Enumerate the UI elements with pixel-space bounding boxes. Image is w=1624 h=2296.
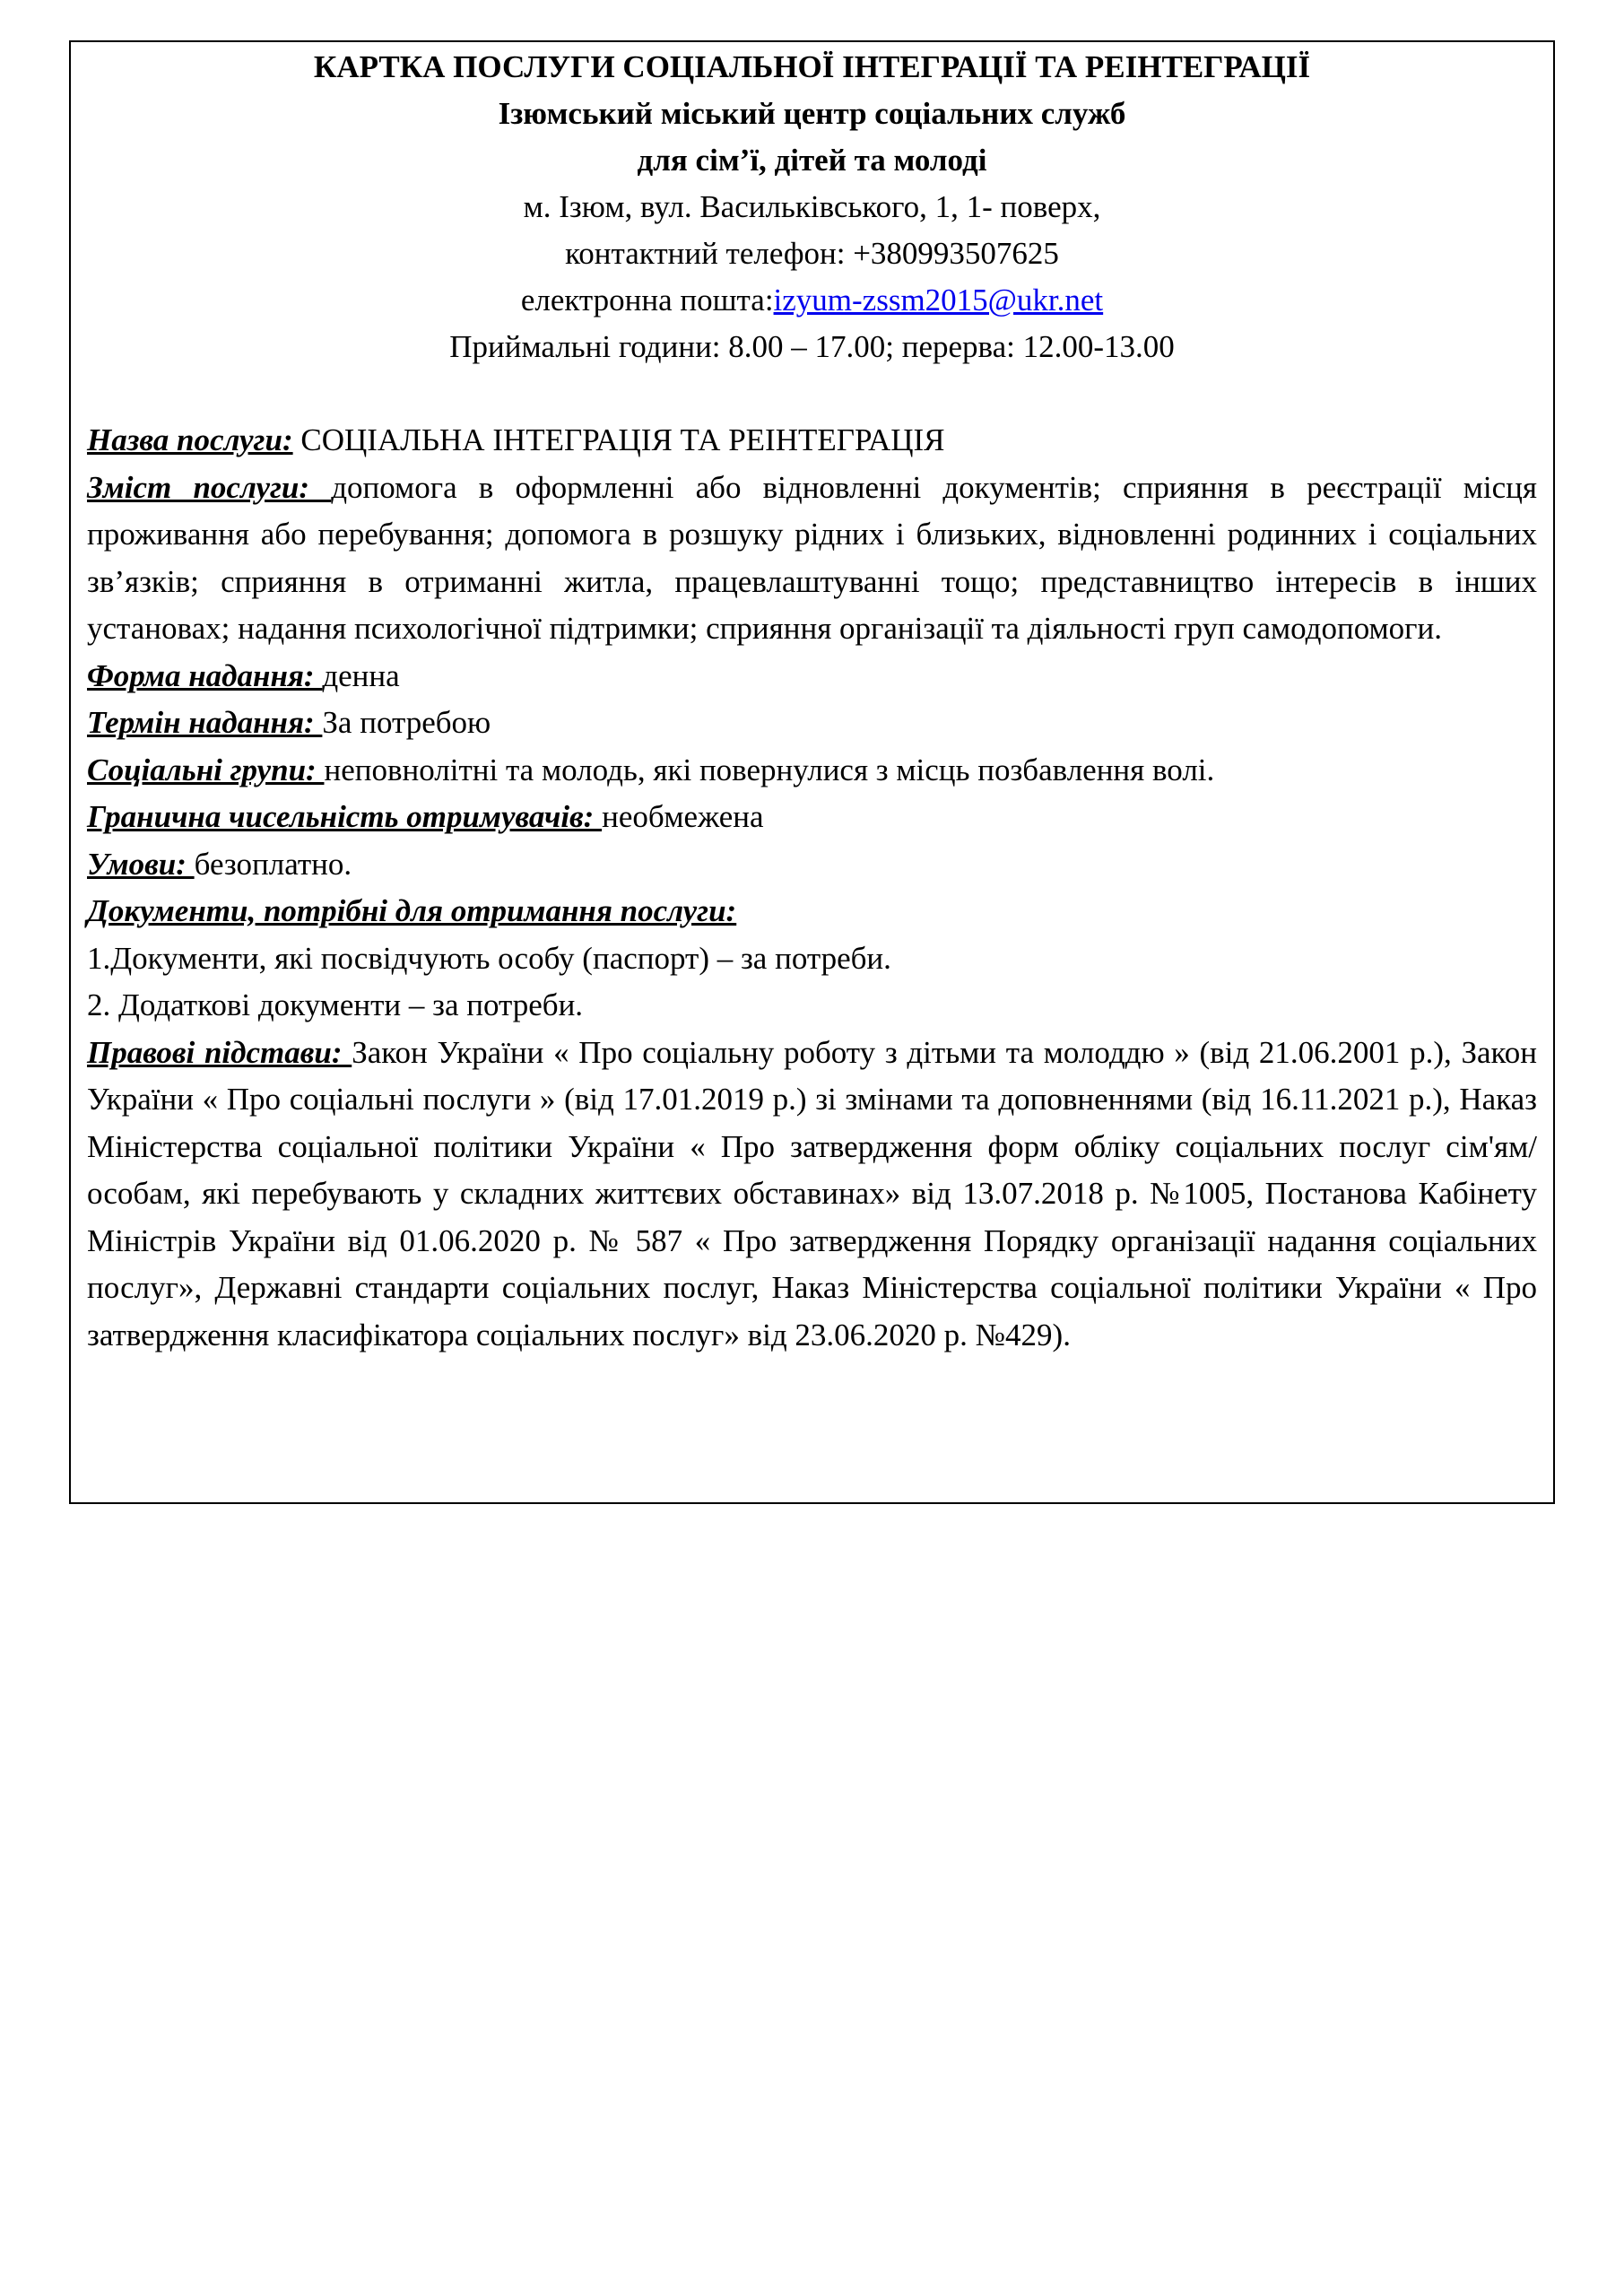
field-value: Закон України « Про соціальну роботу з дітьми та молоддю » (від 21.06.2001 р.), Закон України « Про соціальні послуги » (від 17.01.2019 р.) зі змінами та доповненнями (від 16.11.2021 р.), Наказ Міністерства соціальної політики України « Про затвердження форм обліку соціальних послуг сім'ям/особам, які перебувають у складних життєвих обставинах» від 13.07.2018 р. №1005, Постанова Кабінету Міністрів України від 01.06.2020 р. № 587 « Про затвердження Порядку організації надання соціальних послуг», Державні стандарти соціальних послуг, Наказ Міністерства соціальної політики України « Про затвердження класифікатора соціальних послуг» від 23.06.2020 р. №429). bbox=[87, 1034, 1537, 1352]
field-documents bbox=[87, 888, 1537, 935]
field-limit bbox=[87, 794, 1537, 841]
field-label: Соціальні групи: bbox=[87, 752, 325, 787]
field-value: допомога в оформленні або відновленні документів; сприяння в реєстрації місця проживання або перебування; допомога в розшуку рідних і близьких, відновленні родинних і соціальних зв’язків; сприяння в отриманні житла, працевлаштуванні тощо; представництво інтересів в інших установах; надання психологічної підтримки; сприяння організації та діяльності груп самодопомоги. bbox=[87, 469, 1538, 646]
field-content bbox=[87, 465, 1537, 653]
field-label: Зміст послуги: bbox=[87, 469, 332, 505]
field-value: СОЦІАЛЬНА ІНТЕГРАЦІЯ ТА РЕІНТЕГРАЦІЯ bbox=[292, 422, 945, 457]
field-form bbox=[87, 653, 1537, 700]
service-card bbox=[69, 40, 1555, 1504]
field-legal bbox=[87, 1030, 1537, 1360]
org-name-line1: Ізюмський міський центр соціальних служб bbox=[498, 96, 1126, 131]
address: м. Ізюм, вул. Васильківського, 1, 1- поверх, bbox=[523, 189, 1101, 224]
field-label: Форма надання: bbox=[87, 657, 323, 693]
field-value: безоплатно. bbox=[194, 846, 352, 882]
card-header bbox=[87, 44, 1537, 370]
field-value: необмежена bbox=[602, 799, 764, 834]
field-value: неповнолітні та молодь, які повернулися з місць позбавлення волі. bbox=[324, 752, 1215, 787]
email-link[interactable]: izyum-zssm2015@ukr.net bbox=[773, 283, 1104, 317]
list-item: 2. Додаткові документи – за потреби. bbox=[87, 987, 584, 1022]
field-conditions bbox=[87, 841, 1537, 889]
field-label: Умови: bbox=[87, 846, 195, 882]
org-name-line2: для сім’ї, дітей та молоді bbox=[637, 143, 987, 178]
field-label: Назва послуги: bbox=[87, 422, 293, 457]
documents-list bbox=[87, 935, 1537, 1030]
list-item: 1.Документи, які посвідчують особу (паспорт) – за потреби. bbox=[87, 940, 891, 976]
card-title: КАРТКА ПОСЛУГИ СОЦІАЛЬНОЇ ІНТЕГРАЦІЇ ТА РЕІНТЕГРАЦІЇ bbox=[313, 49, 1311, 84]
email-label: електронна пошта: bbox=[520, 283, 774, 317]
office-hours: Приймальні години: 8.00 – 17.00; перерва: 12.00-13.00 bbox=[449, 329, 1175, 364]
field-value: денна bbox=[322, 657, 400, 693]
field-label: Термін надання: bbox=[87, 705, 323, 740]
field-term bbox=[87, 700, 1537, 747]
phone: контактний телефон: +380993507625 bbox=[565, 236, 1059, 271]
card-body bbox=[87, 417, 1537, 1359]
field-value: За потребою bbox=[322, 705, 491, 740]
spacer bbox=[87, 370, 1537, 417]
field-label: Гранична чисельність отримувачів: bbox=[87, 799, 603, 834]
email-line bbox=[87, 277, 1537, 324]
field-label: Правові підстави: bbox=[87, 1034, 352, 1070]
field-service-name bbox=[87, 417, 1537, 465]
field-groups bbox=[87, 747, 1537, 795]
field-label: Документи, потрібні для отримання послуги: bbox=[87, 893, 737, 928]
